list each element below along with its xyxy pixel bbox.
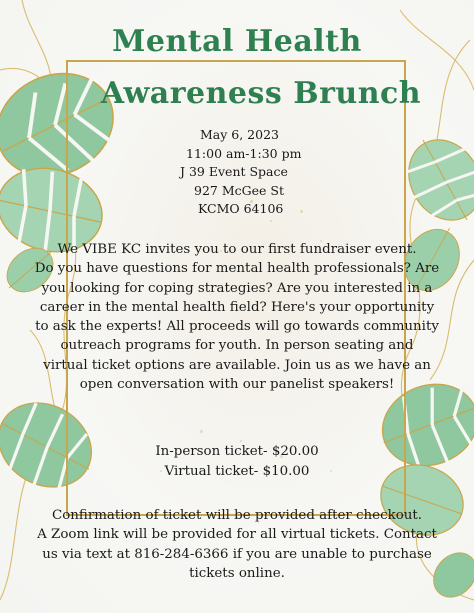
description-line: to ask the experts! All proceeds will go towards community — [35, 319, 439, 335]
description-line: you looking for coping strategies? Are you interested in a — [41, 280, 433, 296]
virtual-ticket-price: Virtual ticket- $10.00 — [164, 464, 310, 479]
event-details — [0, 126, 474, 219]
description-line: outreach programs for youth. In person seating and — [60, 338, 414, 354]
description-line: virtual ticket options are available. Join us as we have an — [43, 357, 431, 373]
event-time: 11:00 am-1:30 pm — [186, 145, 302, 161]
event-date: May 6, 2023 — [200, 127, 279, 142]
title-line-2: Awareness Brunch — [100, 76, 422, 111]
event-street: 927 McGee St — [194, 182, 284, 198]
footer-line: tickets online. — [189, 565, 285, 581]
footer-line: A Zoom link will be provided for all virtual tickets. Contact — [37, 527, 437, 543]
event-venue: J 39 Event Space — [180, 164, 288, 179]
title-line-1: Mental Health — [112, 24, 362, 59]
in-person-ticket-price: In-person ticket- $20.00 — [155, 444, 319, 459]
description-line: Do you have questions for mental health professionals? Are — [34, 261, 440, 277]
description-line: open conversation with our panelist speakers! — [79, 377, 395, 393]
footer-line: us via text at 816-284-6366 if you are unable to purchase — [42, 546, 432, 562]
ticket-prices — [0, 442, 474, 482]
description-line: We VIBE KC invites you to our first fundraiser event. — [57, 242, 417, 257]
event-city: KCMO 64106 — [198, 201, 284, 216]
footer-line: Confirmation of ticket will be provided after checkout. — [51, 508, 423, 523]
ticket-info-footer — [14, 506, 460, 583]
description-line: career in the mental health field? Here's your opportunity — [39, 299, 435, 315]
event-description — [14, 240, 460, 394]
